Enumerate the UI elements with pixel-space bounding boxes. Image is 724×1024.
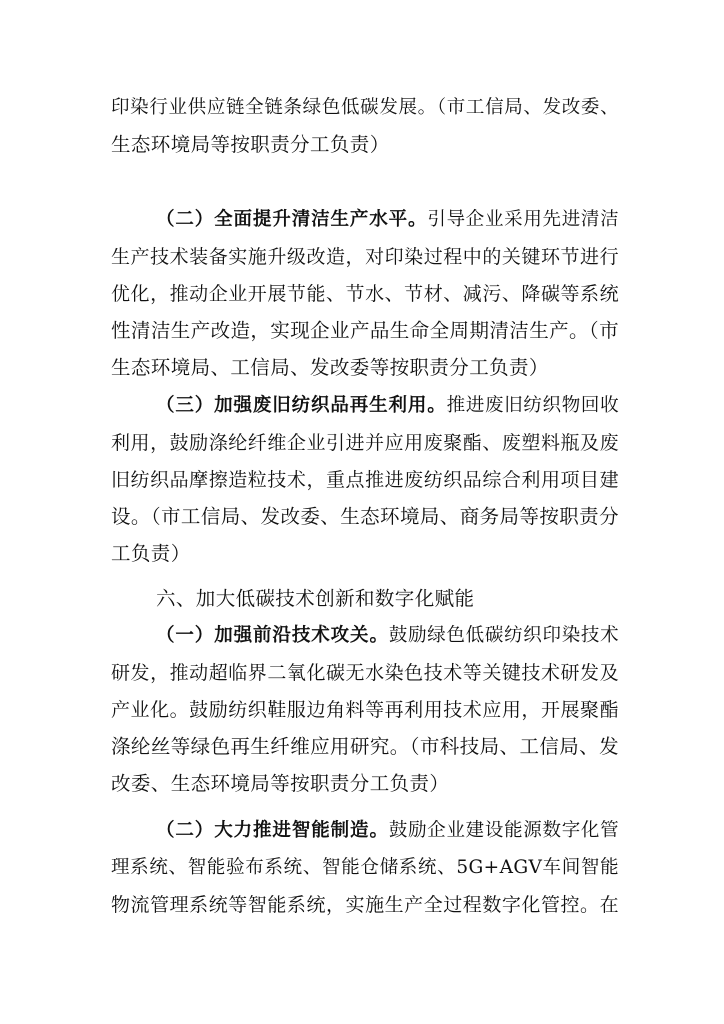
paragraph-line: 性清洁生产改造，实现企业产品生命全周期清洁生产。（市 [111,319,619,342]
paragraph-line: 物流管理系统等智能系统，实施生产全过程数字化管控。在 [111,894,619,916]
paragraph-line: 改委、生态环境局等按职责分工负责） [111,772,450,795]
paragraph-line: 设。（市工信局、发改委、生态环境局、商务局等按职责分 [111,505,619,528]
paragraph-first-line [156,818,619,844]
paragraph-line: 涤纶丝等绿色再生纤维应用研究。（市科技局、工信局、发 [111,735,619,758]
paragraph-line: 生态环境局、工信局、发改委等按职责分工负责） [111,356,549,379]
section-title: 六、加大低碳技术创新和数字化赋能 [156,587,475,610]
paragraph-heading: （一）加强前沿技术攻关。 [156,625,389,646]
paragraph-first-line [156,393,619,419]
paragraph-line: 产业化。鼓励纺织鞋服边角料等再利用技术应用，开展聚酯 [111,699,619,721]
paragraph-line: 工负责） [111,542,191,565]
paragraph-heading: （二）大力推进智能制造。 [156,820,389,841]
paragraph-line: 研发，推动超临界二氧化碳无水染色技术等关键技术研发及 [111,662,619,684]
paragraph-text: 推进废旧纺织物回收 [446,395,619,416]
paragraph-heading: （二）全面提升清洁生产水平。 [156,209,428,230]
paragraph-line: 生态环境局等按职责分工负责） [111,133,390,156]
paragraph-line: 印染行业供应链全链条绿色低碳发展。（市工信局、发改委、 [111,97,619,118]
paragraph-line: 优化，推动企业开展节能、节水、节材、减污、降碳等系统 [111,283,619,305]
paragraph-text: 鼓励企业建设能源数字化管 [388,820,619,841]
paragraph-first-line [156,207,619,233]
paragraph-line: 生产技术装备实施升级改造，对印染过程中的关键环节进行 [111,246,619,268]
paragraph-first-line [156,623,619,649]
paragraph-line: 利用，鼓励涤纶纤维企业引进并应用废聚酯、废塑料瓶及废 [111,432,619,454]
paragraph-line: 理系统、智能验布系统、智能仓储系统、5G+AGV车间智能 [111,857,619,878]
paragraph-line: 旧纺织品摩擦造粒技术，重点推进废纺织品综合利用项目建 [111,469,619,491]
paragraph-text: 鼓励绿色低碳纺织印染技术 [388,625,619,646]
paragraph-heading: （三）加强废旧纺织品再生利用。 [156,395,447,416]
paragraph-text: 引导企业采用先进清洁 [427,209,619,230]
